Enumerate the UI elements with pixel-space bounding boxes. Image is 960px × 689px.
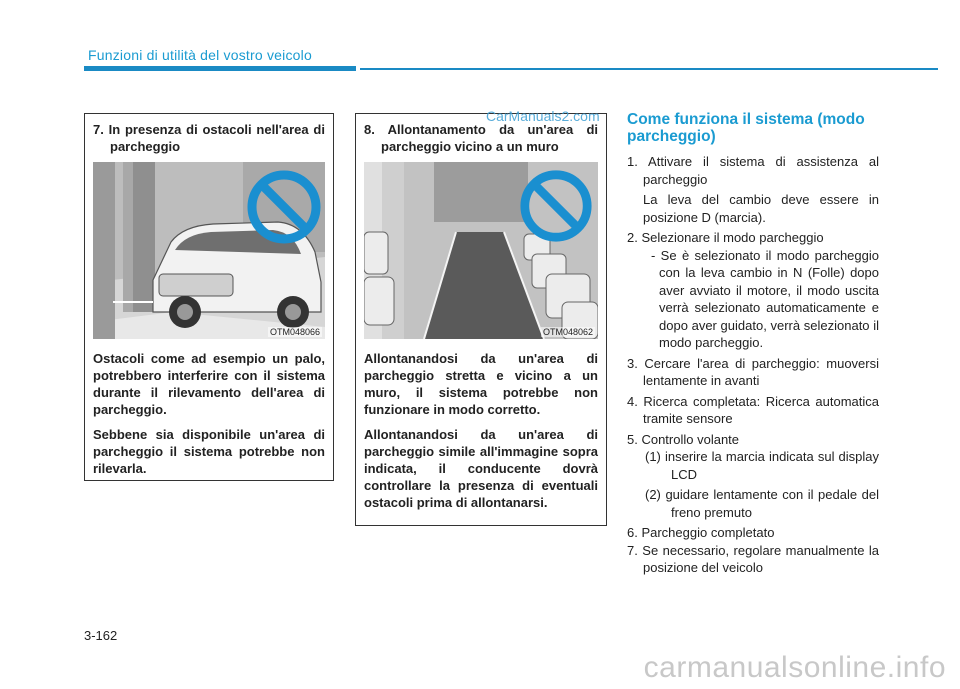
page-number: 3-162 [84, 628, 118, 643]
figure-code: OTM048066 [269, 327, 320, 337]
box-body [93, 350, 325, 485]
box-paragraph: Allontanandosi da un'area di parcheggio stretta e vicino a un muro, il sistema potrebbe non funzionare in modo corretto. [364, 351, 598, 417]
figure-obstacle-pillar [93, 162, 325, 339]
step-1-note: La leva del cambio deve essere in posizione D (marcia). [643, 192, 879, 225]
chapter-title: Funzioni di utilità del vostro veicolo [88, 47, 312, 63]
box-body [364, 350, 598, 519]
warning-box-obstacles [84, 113, 334, 481]
header-rule-thin [360, 68, 938, 70]
procedure-section [627, 111, 879, 577]
box-heading: 8. Allontanamento da un'area di parcheggio vicino a un muro [364, 122, 598, 154]
step-3: 3. Cercare l'area di parcheggio: muoversi lentamente in avanti [627, 355, 879, 388]
box-paragraph: Allontanandosi da un'area di parcheggio simile all'immagine sopra indicata, il conducente dovrà controllare la presenza di eventuali ostacoli prima di allontanarsi. [364, 427, 598, 510]
box-paragraph: Ostacoli come ad esempio un palo, potrebbero interferire con il sistema durante il rilevamento dell'area di parcheggio. [93, 351, 325, 417]
step-6: 6. Parcheggio completato [627, 525, 775, 540]
footer-watermark: carmanualsonline.info [643, 651, 946, 684]
figure-code: OTM048062 [542, 327, 593, 337]
step-5-substep-2: (2) guidare lentamente con il pedale del freno premuto [645, 487, 879, 520]
box-heading: 7. In presenza di ostacoli nell'area di parcheggio [93, 122, 325, 154]
step-2: 2. Selezionare il modo parcheggio [627, 230, 824, 245]
step-1: 1. Attivare il sistema di assistenza al parcheggio [627, 154, 879, 187]
step-7: 7. Se necessario, regolare manualmente la posizione del veicolo [627, 542, 879, 575]
warning-box-wall [355, 113, 607, 526]
site-watermark: CarManuals2.com [486, 108, 600, 124]
box-paragraph: Sebbene sia disponibile un'area di parcheggio il sistema potrebbe non rilevarla. [93, 427, 325, 476]
section-title: Come funziona il sistema (modo parcheggio) [627, 111, 865, 145]
figure-narrow-space-wall [364, 162, 598, 339]
step-4: 4. Ricerca completata: Ricerca automatica tramite sensore [627, 393, 879, 426]
step-5: 5. Controllo volante [627, 431, 740, 447]
step-5-substep-1: (1) inserire la marcia indicata sul display LCD [645, 449, 879, 482]
prohibition-icon [245, 168, 323, 246]
prohibition-icon [518, 168, 594, 244]
header-rule-bold [84, 66, 356, 71]
step-2-detail: - Se è selezionato il modo parcheggio con la leva cambio in N (Folle) dopo aver avviato il motore, il modo uscita verrà selezionato automaticamente e dopo aver guidato, verrà selezionato il modo parcheggio. [651, 247, 879, 350]
